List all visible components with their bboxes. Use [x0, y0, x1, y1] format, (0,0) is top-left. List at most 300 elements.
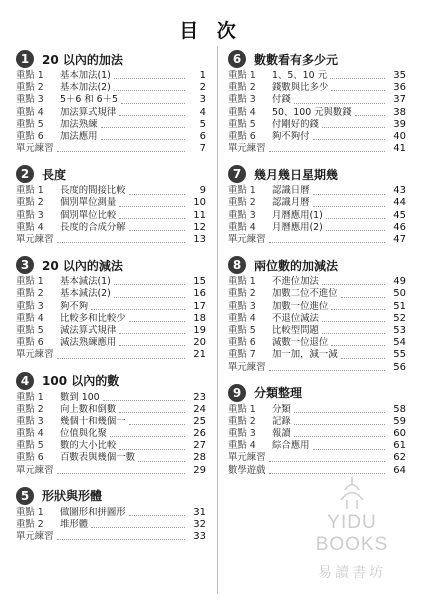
entry-title: 加法熟練 [60, 118, 98, 130]
page-number: 2 [199, 82, 206, 94]
toc-entry[interactable] [16, 185, 206, 197]
entry-label: 重點 6 [16, 452, 44, 464]
chapter-title: 20 以內的減法 [42, 258, 123, 273]
toc-entry[interactable] [228, 70, 406, 82]
page-number: 4 [199, 106, 206, 118]
leader-dots [294, 103, 385, 104]
entry-title: 綜合應用 [272, 440, 310, 452]
leader-dots [129, 515, 185, 516]
entry-title: 夠不夠 [60, 300, 89, 312]
chapter-heading[interactable] [16, 163, 206, 185]
entry-label: 重點 6 [228, 130, 256, 142]
toc-entry[interactable] [16, 82, 206, 94]
leader-dots [114, 284, 185, 285]
chapter-title: 分類整理 [254, 386, 303, 401]
entry-label: 重點 3 [16, 300, 44, 312]
chapter-section [16, 163, 206, 246]
entry-title: 不退位減法 [272, 312, 319, 324]
entry-label: 重點 1 [16, 185, 44, 197]
entry-label: 重點 1 [16, 69, 44, 81]
entry-label: 重點 2 [228, 197, 256, 209]
leader-dots [269, 473, 385, 474]
toc-entry[interactable] [16, 276, 206, 288]
page-number: 54 [393, 337, 406, 349]
chapter-section [228, 382, 406, 477]
page-number: 20 [193, 337, 206, 349]
toc-entry[interactable] [228, 82, 406, 94]
page-number: 35 [393, 69, 406, 81]
chapter-number-badge: 1 [16, 50, 34, 68]
toc-entry[interactable] [228, 288, 406, 300]
toc-entry[interactable] [228, 313, 406, 325]
entry-label: 重點 1 [16, 276, 44, 288]
leader-dots [313, 449, 385, 450]
leader-dots [114, 90, 185, 91]
page-number: 1 [199, 69, 206, 81]
leader-dots [129, 424, 185, 425]
page-number: 11 [193, 209, 206, 221]
chapter-number-badge: 3 [16, 256, 34, 274]
toc-entry[interactable] [228, 185, 406, 197]
page-number: 40 [393, 130, 406, 142]
chapter-heading[interactable] [228, 163, 406, 185]
toc-entry[interactable] [228, 404, 406, 416]
entry-label: 重點 6 [228, 337, 256, 349]
entry-title: 數的大小比較 [60, 440, 117, 452]
toc-entry[interactable] [228, 131, 406, 143]
leader-dots [129, 194, 185, 195]
leader-dots [57, 539, 185, 540]
yidu-books-watermark [292, 476, 412, 586]
entry-label: 單元練習 [16, 531, 54, 543]
page-number: 36 [393, 82, 406, 94]
entry-label: 重點 5 [16, 118, 44, 130]
page-number: 5 [199, 118, 206, 130]
toc-entry[interactable] [16, 222, 206, 234]
leader-dots [101, 139, 185, 140]
leader-dots [322, 284, 385, 285]
unit-practice-entry[interactable] [16, 143, 206, 155]
entry-label: 重點 4 [228, 312, 256, 324]
toc-entry[interactable] [16, 313, 206, 325]
entry-title: 基本加法(1) [60, 69, 111, 81]
entry-label: 重點 2 [16, 403, 44, 415]
page-number: 49 [393, 276, 406, 288]
leader-dots [322, 333, 385, 334]
chapter-heading[interactable] [16, 485, 206, 507]
entry-label: 重點 3 [228, 94, 256, 106]
entry-label: 重點 3 [16, 94, 44, 106]
chapter-number-badge: 4 [16, 372, 34, 390]
column-divider [217, 46, 218, 594]
watermark-chinese: 易讀書坊 [318, 565, 386, 581]
entry-label: 單元練習 [228, 452, 266, 464]
toc-left-column [16, 48, 206, 551]
toc-entry[interactable] [16, 70, 206, 82]
toc-entry[interactable] [16, 507, 206, 519]
chapter-title: 長度 [42, 167, 67, 182]
leader-dots [341, 358, 385, 359]
leader-dots [269, 242, 385, 243]
toc-entry[interactable] [16, 416, 206, 428]
watermark-latin [294, 512, 410, 556]
leader-dots [129, 230, 185, 231]
entry-label: 重點 2 [16, 288, 44, 300]
watermark-latin-line1: YIDU [327, 512, 377, 533]
entry-label: 重點 2 [16, 82, 44, 94]
toc-entry[interactable] [228, 337, 406, 349]
chapter-section [228, 254, 406, 374]
entry-title: 1、5、10 元 [272, 69, 327, 81]
leader-dots [114, 297, 185, 298]
unit-practice-entry[interactable] [16, 349, 206, 361]
entry-label: 重點 2 [16, 519, 44, 531]
entry-label: 重點 5 [16, 324, 44, 336]
entry-label: 單元練習 [16, 349, 54, 361]
page-number: 39 [393, 118, 406, 130]
chapter-heading[interactable] [228, 382, 406, 404]
page-number: 21 [193, 349, 206, 361]
page-number: 32 [193, 519, 206, 531]
chapter-title: 數數看有多少元 [254, 52, 339, 67]
leader-dots [326, 230, 385, 231]
toc-entry[interactable] [228, 276, 406, 288]
entry-title: 長度的間接比較 [60, 185, 126, 197]
chapter-title: 幾月幾日星期幾 [254, 167, 339, 182]
page-number: 7 [199, 143, 206, 155]
page-number: 56 [393, 361, 406, 373]
toc-entry[interactable] [16, 131, 206, 143]
entry-title: 月曆應用(1) [272, 209, 323, 221]
page-number: 18 [193, 312, 206, 324]
chapter-heading[interactable] [16, 254, 206, 276]
leader-dots [57, 242, 185, 243]
toc-entry[interactable] [228, 325, 406, 337]
entry-label: 重點 6 [16, 337, 44, 349]
entry-label: 重點 2 [228, 415, 256, 427]
toc-entry[interactable] [16, 301, 206, 313]
page-number: 24 [193, 403, 206, 415]
chapter-number-badge: 2 [16, 165, 34, 183]
entry-label: 重點 3 [228, 300, 256, 312]
toc-entry[interactable] [16, 453, 206, 465]
entry-label: 單元練習 [228, 234, 266, 246]
chapter-section [228, 48, 406, 155]
chapter-heading[interactable] [16, 48, 206, 70]
toc-entry[interactable] [228, 198, 406, 210]
entry-title: 加法算式規律 [60, 106, 117, 118]
leader-dots [114, 78, 185, 79]
page-number: 47 [393, 234, 406, 246]
page-number: 10 [193, 197, 206, 209]
leader-dots [129, 321, 185, 322]
page-number: 9 [199, 185, 206, 197]
entry-label: 重點 6 [16, 130, 44, 142]
entry-title: 加法應用 [60, 130, 98, 142]
chapter-heading[interactable] [16, 370, 206, 392]
toc-entry[interactable] [16, 404, 206, 416]
toc-entry[interactable] [228, 94, 406, 106]
pagoda-logo-icon [338, 476, 366, 510]
chapter-heading[interactable] [228, 48, 406, 70]
leader-dots [119, 449, 185, 450]
page-number: 51 [393, 300, 406, 312]
page-number: 41 [393, 143, 406, 155]
entry-title: 比較型問題 [272, 324, 319, 336]
leader-dots [313, 194, 385, 195]
entry-title: 認識日曆 [272, 185, 310, 197]
leader-dots [119, 412, 185, 413]
page-number: 55 [393, 349, 406, 361]
entry-label: 重點 1 [16, 506, 44, 518]
toc-entry[interactable] [16, 288, 206, 300]
toc-entry[interactable] [228, 301, 406, 313]
entry-title: 堆形體 [60, 519, 89, 531]
page-number: 6 [199, 130, 206, 142]
page-number: 33 [193, 531, 206, 543]
chapter-number-badge: 5 [16, 487, 34, 505]
entry-title: 認識月曆 [272, 197, 310, 209]
leader-dots [57, 358, 185, 359]
leader-dots [119, 218, 185, 219]
entry-label: 重點 4 [228, 440, 256, 452]
toc-entry[interactable] [228, 349, 406, 361]
entry-label: 重點 4 [16, 221, 44, 233]
page-number: 64 [393, 464, 406, 476]
entry-title: 分類 [272, 403, 291, 415]
entry-title: 數到 100 [60, 391, 100, 403]
unit-practice-entry[interactable] [16, 234, 206, 246]
page-number: 17 [193, 300, 206, 312]
entry-title: 基本減法(2) [60, 288, 111, 300]
chapter-title: 兩位數的加減法 [254, 258, 339, 273]
entry-label: 重點 3 [228, 209, 256, 221]
entry-label: 單元練習 [228, 361, 266, 373]
entry-title: 錢數與比多少 [272, 82, 329, 94]
entry-label: 重點 1 [228, 185, 256, 197]
leader-dots [269, 151, 385, 152]
leader-dots [269, 370, 385, 371]
entry-title: 比較多和比較少 [60, 312, 126, 324]
page-number: 38 [393, 106, 406, 118]
leader-dots [119, 206, 185, 207]
toc-entry[interactable] [228, 428, 406, 440]
page-number: 26 [193, 428, 206, 440]
entry-title: 減數一位退位 [272, 337, 329, 349]
chapter-number-badge: 8 [228, 256, 246, 274]
page-number: 28 [193, 452, 206, 464]
page-number: 25 [193, 415, 206, 427]
toc-entry[interactable] [16, 325, 206, 337]
entry-title: 百數表與幾個一數 [60, 452, 136, 464]
toc-entry[interactable] [16, 94, 206, 106]
page-title: 目 次 [179, 20, 242, 42]
toc-entry[interactable] [16, 119, 206, 131]
leader-dots [294, 412, 385, 413]
unit-practice-entry[interactable] [228, 234, 406, 246]
leader-dots [331, 309, 385, 310]
toc-entry[interactable] [228, 440, 406, 452]
page-number: 13 [193, 234, 206, 246]
entry-title: 減法算式規律 [60, 324, 117, 336]
entry-title: 基本減法(1) [60, 276, 111, 288]
chapter-section [228, 163, 406, 246]
entry-title: 基本加法(2) [60, 82, 111, 94]
leader-dots [57, 473, 185, 474]
entry-label: 重點 2 [228, 82, 256, 94]
entry-label: 重點 7 [228, 349, 256, 361]
chapter-section [16, 254, 206, 361]
entry-label: 重點 1 [16, 391, 44, 403]
leader-dots [119, 115, 185, 116]
toc-entry[interactable] [16, 337, 206, 349]
toc-entry[interactable] [16, 519, 206, 531]
entry-label: 重點 3 [228, 428, 256, 440]
toc-entry[interactable] [228, 107, 406, 119]
entry-title: 5＋6 和 6＋5 [60, 94, 118, 106]
leader-dots [355, 115, 385, 116]
leader-dots [101, 127, 185, 128]
entry-title: 個別單位測量 [60, 197, 117, 209]
entry-title: 長度的合成分解 [60, 221, 126, 233]
entry-title: 報讀 [272, 428, 291, 440]
page-number: 44 [393, 197, 406, 209]
leader-dots [91, 309, 185, 310]
page-number: 58 [393, 403, 406, 415]
page-number: 60 [393, 428, 406, 440]
leader-dots [103, 400, 185, 401]
leader-dots [326, 218, 385, 219]
chapter-section [16, 485, 206, 544]
entry-label: 重點 4 [228, 221, 256, 233]
chapter-number-badge: 6 [228, 50, 246, 68]
toc-entry[interactable] [228, 119, 406, 131]
page-number: 31 [193, 506, 206, 518]
entry-title: 付剛好的錢 [272, 118, 319, 130]
entry-title: 不進位加法 [272, 276, 319, 288]
toc-entry[interactable] [16, 440, 206, 452]
page-number: 37 [393, 94, 406, 106]
entry-title: 位值與化聚 [60, 428, 107, 440]
entry-title: 夠不夠付 [272, 130, 310, 142]
unit-practice-entry[interactable] [228, 143, 406, 155]
entry-title: 記錄 [272, 415, 291, 427]
chapter-section [16, 370, 206, 477]
leader-dots [331, 90, 385, 91]
toc-entry[interactable] [228, 222, 406, 234]
entry-title: 月曆應用(2) [272, 221, 323, 233]
entry-label: 重點 4 [16, 106, 44, 118]
page-number: 45 [393, 209, 406, 221]
page-number: 52 [393, 312, 406, 324]
entry-label: 重點 3 [16, 209, 44, 221]
page-number: 29 [193, 464, 206, 476]
leader-dots [121, 103, 185, 104]
watermark-latin-line2: BOOKS [315, 534, 389, 555]
entry-title: 加數一位進位 [272, 300, 329, 312]
entry-title: 做圖形和拼圖形 [60, 506, 126, 518]
toc-entry[interactable] [16, 198, 206, 210]
leader-dots [110, 436, 185, 437]
entry-label: 單元練習 [16, 234, 54, 246]
entry-title: 加數二位不進位 [272, 288, 338, 300]
entry-title: 個別單位比較 [60, 209, 117, 221]
page-number: 27 [193, 440, 206, 452]
leader-dots [269, 461, 385, 462]
entry-label: 單元練習 [228, 143, 266, 155]
page-number: 43 [393, 185, 406, 197]
leader-dots [138, 461, 185, 462]
leader-dots [331, 345, 385, 346]
leader-dots [330, 78, 385, 79]
toc-entry[interactable] [16, 428, 206, 440]
chapter-section [16, 48, 206, 155]
entry-label: 重點 5 [228, 324, 256, 336]
leader-dots [322, 321, 385, 322]
entry-label: 重點 1 [228, 403, 256, 415]
entry-title: 幾個十和幾個一 [60, 415, 126, 427]
leader-dots [91, 527, 185, 528]
entry-title: 50、100 元與數錢 [272, 106, 352, 118]
unit-practice-entry[interactable] [16, 465, 206, 477]
leader-dots [119, 345, 185, 346]
chapter-title: 20 以內的加法 [42, 52, 123, 67]
toc-entry[interactable] [16, 210, 206, 222]
entry-label: 單元練習 [16, 143, 54, 155]
entry-title: 付錢 [272, 94, 291, 106]
toc-entry[interactable] [16, 107, 206, 119]
page-number: 12 [193, 221, 206, 233]
entry-label: 單元練習 [16, 464, 54, 476]
page-number: 62 [393, 452, 406, 464]
page-number: 19 [193, 324, 206, 336]
entry-title: 向上數和倒數 [60, 403, 117, 415]
chapter-title: 形狀與形體 [42, 489, 103, 504]
page-number: 23 [193, 391, 206, 403]
unit-practice-entry[interactable] [228, 362, 406, 374]
chapter-heading[interactable] [228, 254, 406, 276]
leader-dots [341, 297, 385, 298]
leader-dots [57, 151, 185, 152]
page-number: 15 [193, 276, 206, 288]
entry-label: 重點 1 [228, 69, 256, 81]
page-number: 61 [393, 440, 406, 452]
unit-practice-entry[interactable] [16, 531, 206, 543]
entry-label: 重點 4 [228, 106, 256, 118]
entry-label: 重點 2 [228, 288, 256, 300]
leader-dots [313, 206, 385, 207]
entry-label: 重點 5 [228, 118, 256, 130]
toc-entry[interactable] [228, 416, 406, 428]
chapter-title: 100 以內的數 [42, 374, 120, 389]
entry-title: 加一加，減一減 [272, 349, 338, 361]
leader-dots [119, 333, 185, 334]
page-number: 46 [393, 221, 406, 233]
unit-practice-entry[interactable] [228, 453, 406, 465]
toc-entry[interactable] [228, 210, 406, 222]
entry-label: 重點 4 [16, 428, 44, 440]
page-number: 53 [393, 324, 406, 336]
entry-title: 減法熟練應用 [60, 337, 117, 349]
chapter-number-badge: 7 [228, 165, 246, 183]
leader-dots [294, 424, 385, 425]
toc-entry[interactable] [16, 392, 206, 404]
entry-label: 重點 5 [16, 440, 44, 452]
entry-label: 重點 3 [16, 415, 44, 427]
chapter-number-badge: 9 [228, 384, 246, 402]
leader-dots [313, 139, 385, 140]
entry-label: 數學遊戲 [228, 464, 266, 476]
